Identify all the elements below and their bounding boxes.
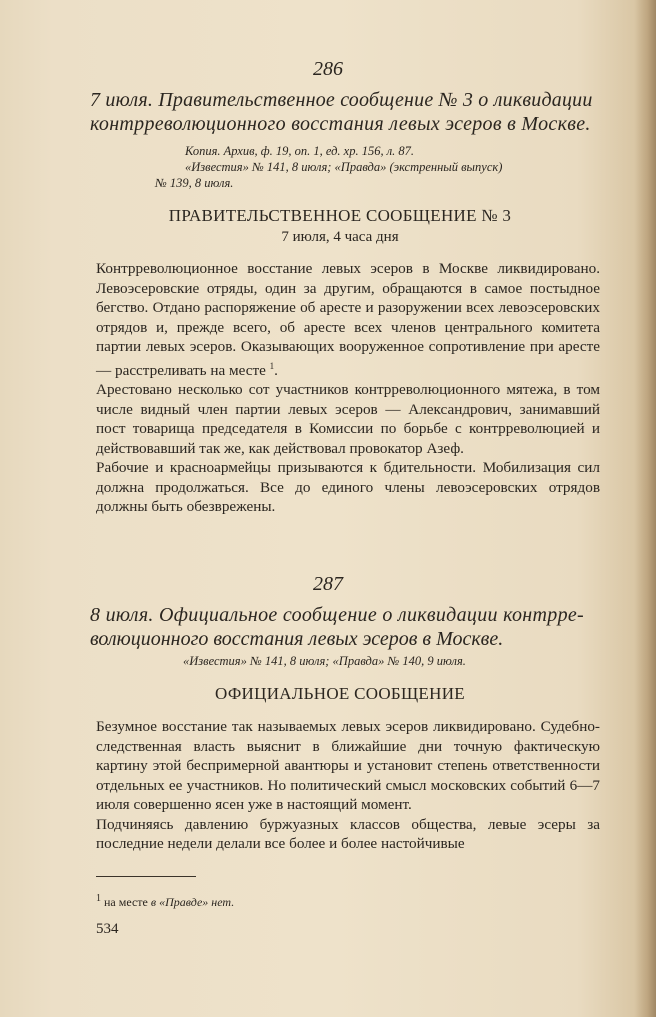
heading-line: 8 июля. Официальное сообщение о ликвидации контрре- (90, 604, 585, 626)
heading-line: 7 июля. Правительственное сообщение № 3 о ликвидации (90, 89, 593, 111)
message-title: ПРАВИТЕЛЬСТВЕННОЕ СООБЩЕНИЕ № 3 (168, 206, 512, 225)
document-heading (90, 603, 600, 651)
paragraph: Рабочие и красноармейцы призываются к бдительности. Мобилизация сил должна продолжаться. Все до единого члены левоэсеровских отрядов должны быть обезврежены. (96, 459, 600, 516)
heading-line: контрреволюционного восстания левых эсеров в Москве. (90, 113, 591, 135)
archival-source (155, 143, 605, 191)
footnote-mark: 1 (96, 893, 101, 904)
source-line: № 139, 8 июля. (155, 176, 234, 190)
paragraph: Подчиняясь давлению буржуазных классов общества, левые эсеры за последние недели делали все более и более настойчивые (96, 815, 600, 852)
paragraph: Контрреволюционное восстание левых эсеров в Москве ликвидировано. Левоэсеровские отряды, один за другим, обращаются в самое постыдное бегство. Отдано распоряжение об аресте и разоружении всех левоэсеровских отрядов и, прежде всего, об аресте всех членов центрального комитета партии левых эсеров. Оказывающих вооруженное сопротивление при аресте — расстреливать на месте $^1$. (96, 260, 600, 379)
document-heading (90, 88, 600, 136)
heading-line: волюционного восстания левых эсеров в Москве. (90, 628, 504, 650)
message-body (96, 717, 600, 854)
footnote-text: на месте (104, 895, 148, 909)
message-title: ОФИЦИАЛЬНОЕ СООБЩЕНИЕ (215, 684, 465, 703)
paragraph: Безумное восстание так называемых левых эсеров ликвидировано. Судебно-следственная власть выяснит в ближайшие дни точную фактическую картину этой беспримерной авантюры и установит степень ответственности отдельных ее участников. Но политический смысл московских событий 6—7 июля совершенно ясен уже в настоящий момент. (96, 718, 600, 813)
footnote-reference: 1 (269, 360, 275, 371)
footnote-italic-text: в «Правде» нет. (150, 895, 235, 909)
paragraph-text: Контрреволюционное восстание левых эсеров в Москве ликвидировано. Левоэсеровские отряды, один за другим, обращаются в самое постыдное бегство. Отдано распоряжение об аресте и разоружении всех левоэсеровских отрядов и, прежде всего, об аресте всех членов центрального комитета партии левых эсеров. Оказывающих вооруженное сопротивление при аресте — расстреливать на месте (96, 260, 600, 379)
footnote-rule (96, 876, 196, 877)
footnote (96, 893, 234, 910)
document-number: 287 (313, 573, 343, 595)
page-edge-shadow (634, 0, 656, 1017)
message-body (96, 259, 600, 517)
message-date: 7 июля, 4 часа дня (281, 229, 399, 245)
paragraph: Арестовано несколько сот участников контрреволюционного мятежа, в том числе видный член партии левых эсеров — Александрович, занимавший пост товарища председателя в Комиссии по борьбе с контрреволюцией и действовавший так же, как действовал провокатор Азеф. (96, 381, 600, 457)
page-number: 534 (96, 921, 119, 937)
source-line: Копия. Архив, ф. 19, оп. 1, ед. хр. 156, л. 87. (185, 144, 415, 158)
archival-source: «Известия» № 141, 8 июля; «Правда» № 140, 9 июля. (183, 654, 466, 668)
source-line: «Известия» № 141, 8 июля; «Правда» (экстренный выпуск) (185, 160, 503, 174)
document-number: 286 (313, 58, 343, 80)
